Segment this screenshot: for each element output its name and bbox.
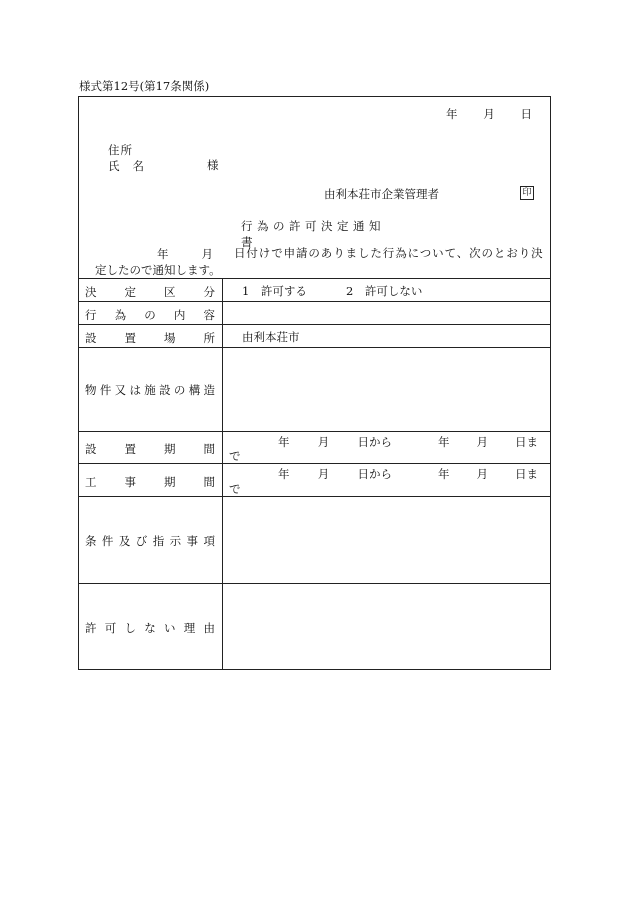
form-number-label: 様式第12号(第17条関係) bbox=[79, 79, 210, 93]
table-rule bbox=[78, 496, 551, 497]
date-day-label: 日 bbox=[520, 107, 532, 121]
header-date bbox=[446, 106, 532, 122]
structure-label: 物 件 又 は 施 設 の 構 造 bbox=[85, 383, 215, 397]
decision-option-deny[interactable]: 2 許可しない bbox=[346, 284, 423, 298]
work-period-label: 工 事 期 間 bbox=[85, 475, 215, 489]
install-period-label: 設 置 期 間 bbox=[85, 442, 215, 456]
table-rule bbox=[78, 324, 551, 325]
reason-label: 許 可 し な い 理 由 bbox=[85, 621, 215, 635]
name-label: 氏 名 bbox=[108, 159, 144, 173]
decision-option-grant[interactable]: 1 許可する bbox=[242, 284, 307, 298]
table-rule bbox=[78, 583, 551, 584]
install-period-to: 年 月 日ま bbox=[438, 435, 538, 449]
work-period-to: 年 月 日ま bbox=[438, 467, 538, 481]
intro-line-1: 日付けで申請のありました行為について、次のとおり決 bbox=[234, 246, 544, 260]
document-title: 行為の許可決定通知書 bbox=[241, 219, 385, 249]
date-year-label: 年 bbox=[446, 107, 458, 121]
seal-mark: 印 bbox=[520, 186, 534, 200]
address-label: 住 所 bbox=[108, 143, 132, 157]
honorific: 様 bbox=[207, 158, 219, 172]
location-label: 設 置 場 所 bbox=[85, 331, 215, 345]
location-value: 由利本荘市 bbox=[242, 330, 300, 344]
install-period-from: 年 月 日から bbox=[278, 435, 392, 449]
table-rule bbox=[78, 431, 551, 432]
table-column-divider bbox=[222, 278, 223, 670]
table-rule bbox=[78, 278, 551, 279]
intro-line-2: 定したので通知します。 bbox=[95, 263, 221, 277]
conditions-label: 条 件 及 び 指 示 事 項 bbox=[85, 534, 215, 548]
work-period-wrap: で bbox=[229, 482, 241, 496]
table-rule bbox=[78, 347, 551, 348]
table-rule bbox=[78, 463, 551, 464]
table-rule bbox=[78, 301, 551, 302]
issuer-name: 由利本荘市企業管理者 bbox=[324, 187, 439, 201]
date-month-label: 月 bbox=[483, 107, 495, 121]
act-content-label: 行 為 の 内 容 bbox=[85, 308, 215, 322]
work-period-from: 年 月 日から bbox=[278, 467, 392, 481]
intro-date: 年 月 bbox=[157, 247, 213, 261]
install-period-wrap: で bbox=[229, 449, 241, 463]
decision-label: 決 定 区 分 bbox=[85, 285, 215, 299]
